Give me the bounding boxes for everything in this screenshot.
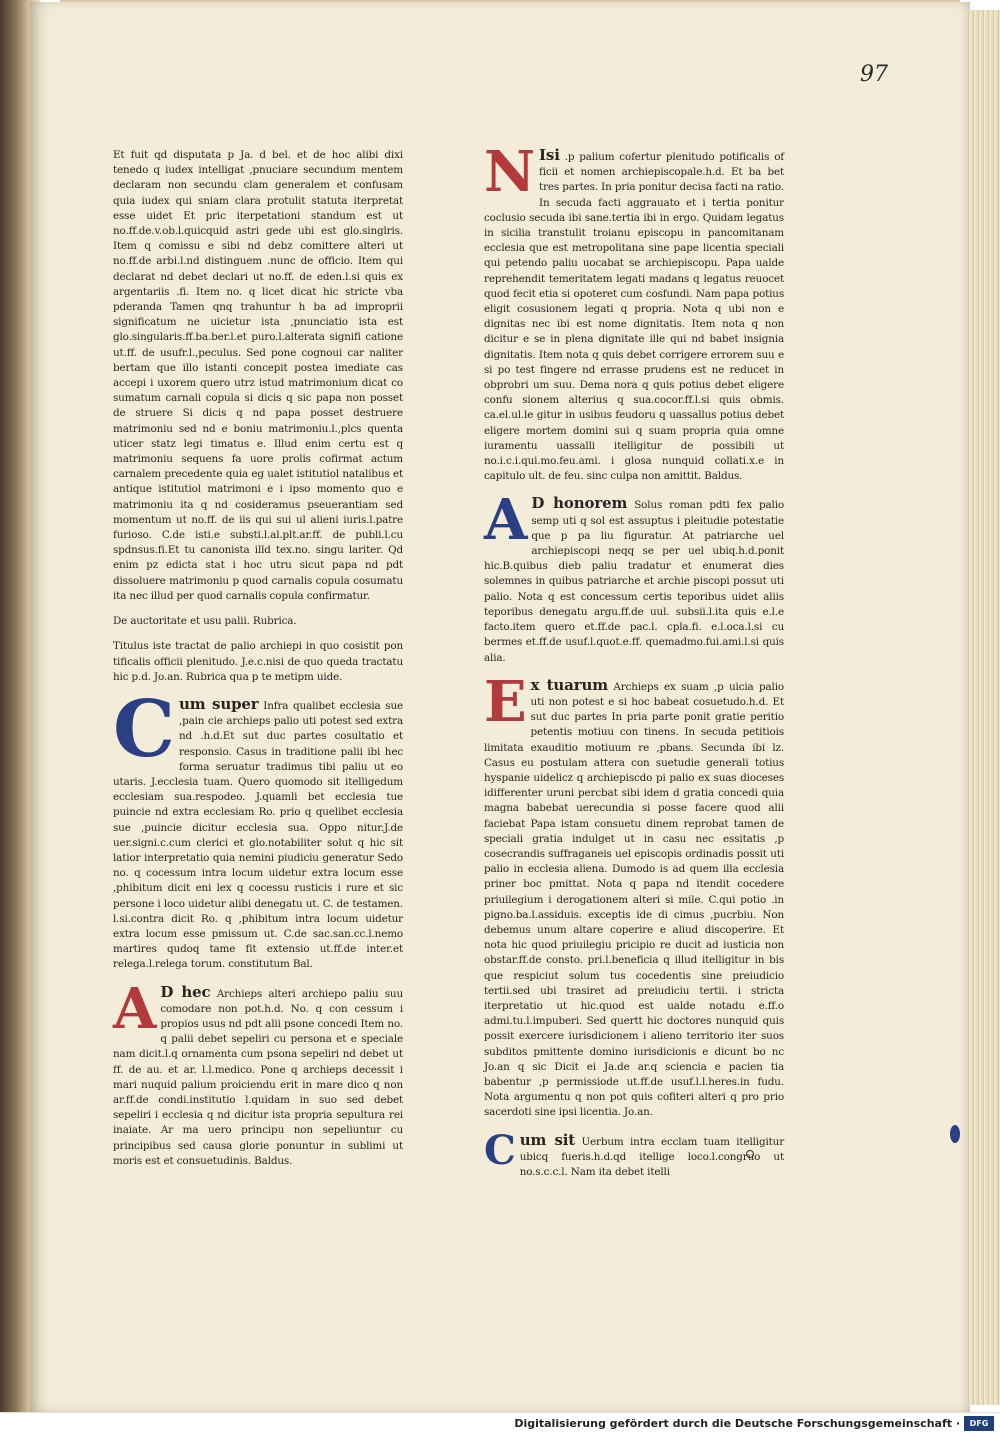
ink-blot bbox=[950, 1125, 960, 1143]
right-text-column bbox=[484, 139, 785, 1180]
ad-hec-text: Archieps alteri archiepo paliu suu comodare non pot.h.d. No. q con cessum i propios usus nd pdt alii psone concedi Item no. q palii debet sepeliri cu persona et e speciale nam dicit.l.q ornamenta cum psona sepeliri nd debet ut ff. de au. et ar. l.l.medico. Pone q archieps decessit i mari nuquid palium proiciendu erit in mare dico q non ar.ff.de condi.institutio l.quidam in suo sed debet sepeliri i ecclesia q nd dicitur ista propria sepultura rei inaiate. Ar ma uero principu non sepeliuntur cu principibus sed causa glorie ponuntur in sublimi ut moris est et consuetudinis. Baldus. bbox=[113, 987, 403, 1167]
drop-cap-a: A bbox=[113, 975, 157, 1042]
cum-super-text: Infra qualibet ecclesia sue ,pain cie archieps palio uti potest sed extra nd .h.d.Et sut duc partes cosultatio et responsio. Casus in traditione palii ibi hec forma seruatur tradimus tibi paliu ut eo utaris. J.ecclesia tuam. Quero quomodo sit itelligedum ecclesiam sua.respodeo. J.quamli bet ecclesia tue puincie nd extra ecclesiam Ro. prio q quelibet ecclesia sue ,puincie dicitur ecclesia sua. Oppo nitur.J.de uer.signi.c.cum clerici et glo.notabiliter solut q hic sit latior interpretatio quia nemini piudiciu generatur Sedo no. q cocessum intra locum uidetur extra locum esse ,phibitum dicit eni lex q cocessu rusticis i rure et sic persone i loco uidetur alibi denegatu ut. C. de testamen. l.si.contra dicit Ro. q ,phibitum intra locum uidetur extra locum esse pmissum ut. C.de sac.san.cc.l.nemo martires qudoq tame fit extensio ut.ff.de inter.et relega.l.relega torum. constitutum Bal. bbox=[113, 699, 404, 971]
cum-super-section bbox=[113, 683, 404, 973]
folio-number: 97 bbox=[860, 62, 888, 87]
drop-cap-c-blue: C bbox=[484, 1126, 516, 1174]
ex-tuarum-text: Archieps ex suam ,p uicia palio uti non potest e si hoc babeat cosuetudo.h.d. Et sut duc partes In pria parte ponit gratie peritio petentis motiuu con tinens. In secuda petitiois limitata exauditio motiuum re ,pbans. Secunda ibi lz. Casus eu postulam attera con suetudie generali totius hyspanie uidelicz q archiepiscdo pi palio ex suas dioceses idifferenter uruni percbat sibi idem d gratia concedi quia magna babebat uerecundia si posse facere quod alii faciebat Papa istam consuetu dinem reprobat tamen de speciali gratia indulget ut in casu nec essitatis ,p cosecrandis suffraganeis uel episcopis ordinadis possit uti palio in ecclesia aliena. Dumodo is ad quem illa ecclesia priner boc pmittat. Nota q papa nd itendit cocedere priuilegium i derogationem alteri si mile. C.qui potio .in pigno.ba.l.assiduis. exceptis ide di cimus ,pucrbiu. Non debemus unum altare coperire e aliud discoperire. Et nota hic quod priuilegiu pricipio re ducit ad iusticia non obstar.ff.de consto. pri.l.beneficia q illud itelligitur in bis que respiciut solum tus cocedentis sine preiudicio tertii.sed ubi trasiret ad preiudiciu tertii. i stricta iterpretatio ut hic.quod est ualde notadu e.ff.o admi.tu.l.impuberi. Sed quertt hic doctores nunquid quis possit exercere iurisdicionem i alieno territorio iter suos subditos pmittente domino iurisdicionis e dicunt bo nc Jo.an q sic Dicit ei Ja.de ar.q sciencia e pacien tia babentur ,p permissiode ut.ff.de usuf.l.l.heres.in fudu. Nota argumentu q non pot quis cofiteri alteri q pro prio sacerdoti sine ipsi licentia. Jo.an. bbox=[484, 680, 784, 1119]
dfg-logo: DFG bbox=[964, 1416, 994, 1431]
cum-sit-text: Uerbum intra ecclam tuam itelligitur ubicq fueris.h.d.qd itellige loco.l.congruo ut no.s.c.c.l. Nam ita debet itelli bbox=[519, 1135, 785, 1178]
cum-super-heading: um super bbox=[178, 694, 259, 713]
ad-honorem-heading: D honorem bbox=[531, 494, 628, 513]
drop-cap-e: E bbox=[484, 668, 527, 735]
ex-tuarum-heading: x tuarum bbox=[530, 675, 608, 694]
titulus-paragraph: Titulus iste tractat de palio archiepi in quo cosistit pon tificalis officii plenitudo. J.e.c.nisi de quo queda tractatu hic p.d. Jo.an. Rubrica qua p te metipm uide. bbox=[113, 640, 403, 683]
rubric-heading: De auctoritate et usu palii. Rubrica. bbox=[113, 615, 297, 628]
ad-hec-heading: D hec bbox=[160, 982, 211, 1001]
ad-honorem-section bbox=[484, 487, 784, 665]
cum-sit-heading: um sit bbox=[519, 1130, 576, 1149]
spacer bbox=[113, 973, 403, 985]
credit-text: Digitalisierung gefördert durch die Deutsche Forschungsgemeinschaft · bbox=[514, 1417, 960, 1430]
left-paragraph-1: Et fuit qd disputata p Ja. d bel. et de hoc alibi dixi tenedo q iudex intelligat ,pnuciare secundum mentem declaram non secundu clam generalem et confusam quia iudex qui sniam clara protulit statuta iterpretat esse uidet Et pric iterpetationi standum est ut no.ff.de.v.ob.l.quicquid astri gede ubi est glo.singlris. Item q comissu e sibi nd debz comittere alteri ut no.ff.de arbi.l.nd distinguem .nunc de officio. Item qui declarat nd debet declari ut no.ff. de eden.l.si quis ex argentariis .fi. Item no. q licet dicat hic stricte vba pderanda Tamen qnq trahuntur h ba ad improprii significatum ne uicietur ista ,pnunciatio ista est glo.singularis.ff.ba.ber.l.et puro.l.alterata signifi catione ut.ff. de usufr.l.,peculus. Sed pone cognoui car naliter bertam que illo istanti concepit postea imediate cas accepi i uxorem quero utrz istud matrimonium dicat co sumatum carnali copula si dicis q sic papa non posset de struere Si dicis q nd papa posset destruere matrimoniu sed nd e boniu matrimoniu.l.,plcs quenta uticer statz legi timatus e. Illud enim certu est q matrimoniu sequens fa uore prolis cofirmat actum carnalem precedente quia eg ualet istitutiol natalibus et antique istitutiol matrimoni e i ipso momento quo e matrimoniu ita q nd cosideramus pseuerantiam sed momentum ut no.ff. de iis qui sui ul alieni iuris.l.patre furioso. C.de isti.e substi.l.al.plt.ar.ff. de publi.l.cu spdnsus.fi.Et tu canonista illd tex.no. singu lariter. Qd enim pz edicta stat i hoc utru sicut papa nd pdt dissoluere matrimoniu p quod carnalis copula cosumatu ita nec illud per quod carnalis copula confirmatur. bbox=[113, 149, 403, 602]
nisi-text: .p palium cofertur plenitudo potificalis of ficii et nomen archiepiscopale.h.d. Et ba bet tres partes. In pria ponitur decisa facti na ratio. In secuda facti aggrauato et i tertia ponitur coclusio secuda ibi sane.tertia ibi in ergo. Quidam legatus in sicilia transtulit troianu episcopu in pancomitanam ecclesia que est metropolitana sine pape licentia speciali qui petendo paliu uocabat se archiepiscopu. Papa ualde reprehendit temeritatem legati madans q legatus reuocet quod fecit etia si opoteret cum cosfundi. Nam papa potius eligit cosusionem legati q propria. Nota q ubi non e dignitas nec ibi est nome dignitatis. Item nota q non dicitur e se in plena dignitate ille qui nd babet insignia dignitatis. Item nota q quis debet corrigere errorem suu e si po test fingere nd errasse prudens est ne reducet in obprobri um suu. Dema nora q quis potius debet eligere confu sionem alterius q sua.cocor.ff.l.si quis obmis. ca.el.ul.le gitur in usibus feudoru q uassallus potius debet eligere mortem domini sui q suam propria quia omne iuramentu uassalli itelligitur de possibili ut no.i.c.i.qui.mo.feu.ami. i glosa nunquid collati.x.e in capitulo ult. de feu. sinc culpa non amittit. Baldus. bbox=[484, 151, 785, 483]
left-text-column bbox=[113, 148, 403, 1169]
nisi-heading: Isi bbox=[539, 146, 560, 164]
page-fore-edge bbox=[966, 10, 1000, 1405]
cum-sit-section bbox=[484, 1126, 785, 1181]
signature-mark bbox=[746, 1150, 754, 1158]
spacer bbox=[484, 666, 784, 678]
ad-honorem-text: Solus roman pdti fex palio semp uti q sol est assuptus i pleitudie potestatie que p pa liu figuratur. At patriarche uel archiepiscopi neqq se per uel ubiq.h.d.ponit hic.B.quibus dieb paliu tradatur et enumerat dies solemnes in quibus patriarche et archie piscopi possut uti palio. Nota q est concessum certis teporibus uidet aliis teporibus denegatu argu.ff.de uul. subsii.l.ita quis e.l.e facto.item quero et.ff.de pac.l. cpla.fi. e.l.oca.l.si cu bermes et.ff.de usuf.l.quot.e.ff. quemadmo.fui.ami.l.si quis alia. bbox=[484, 499, 784, 664]
drop-cap-c: C bbox=[113, 683, 175, 775]
ex-tuarum-section bbox=[484, 668, 784, 1121]
nisi-section bbox=[484, 139, 785, 484]
ad-hec-section bbox=[113, 975, 403, 1169]
footer-bar bbox=[0, 1412, 1000, 1435]
drop-cap-n: N bbox=[484, 139, 536, 205]
drop-cap-a-blue: A bbox=[484, 487, 528, 554]
spacer bbox=[484, 484, 784, 496]
